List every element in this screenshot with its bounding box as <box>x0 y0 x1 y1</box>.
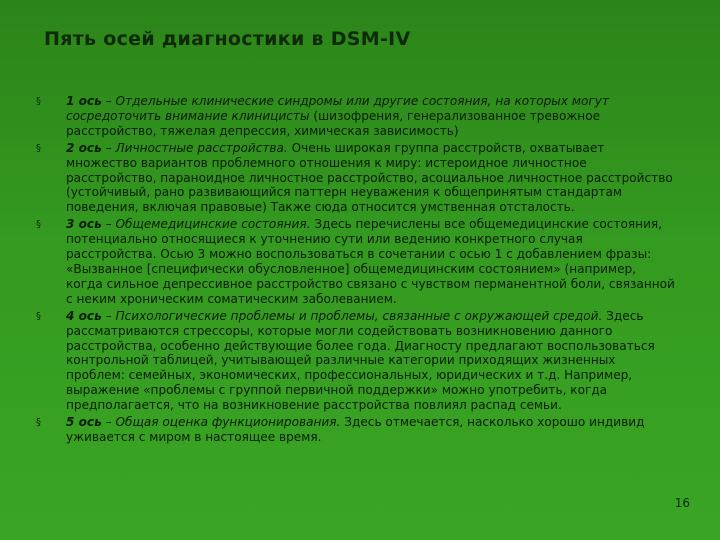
axis-dash: – <box>101 308 116 323</box>
axis-number: 1 ось <box>66 94 102 108</box>
bullet-icon: § <box>36 310 41 322</box>
axis-number: 2 ось <box>66 140 102 155</box>
list-item-axis-2 <box>36 141 676 216</box>
axis-dash: – <box>101 217 116 232</box>
axis-dash: – <box>101 415 116 430</box>
bullet-icon: § <box>36 417 41 429</box>
axis-number: 5 ось <box>66 415 102 430</box>
axis-dash: – <box>101 94 116 108</box>
axis-number: 4 ось <box>66 308 102 323</box>
axis-name: Общая оценка функционирования. <box>115 415 341 430</box>
bullet-icon: § <box>36 142 41 154</box>
slide-title: Пять осей диагностики в DSM-IV <box>44 28 411 50</box>
axis-description: Здесь перечислены все общемедицинские состояния, потенциально относящиеся к уточнению сути или ведению конкретного случая расстройства. Осью 3 можно воспользоваться в сочетании с осью 1 с добавлением фразы: «Вызванное [специфически обусловленное] общемедицинским состоянием» (например, когда сильное депрессивное расстройство связано с чувством перманентной боли, связанной с неким хроническим соматическим заболеванием. <box>66 217 675 306</box>
axis-description: (шизофрения, генерализованное тревожное расстройство, тяжелая депрессия, химическая зависимость) <box>66 108 601 138</box>
bullet-icon: § <box>36 219 41 231</box>
list-item-axis-1 <box>36 94 676 139</box>
axis-name: Отдельные клинические синдромы или другие состояния, на которых могут сосредоточить внимание клиницисты <box>66 94 609 123</box>
page-number: 16 <box>674 496 690 510</box>
list-item-axis-5 <box>36 415 676 445</box>
axis-number: 3 ось <box>66 217 102 232</box>
axis-description: Очень широкая группа расстройств, охватывает множество вариантов проблемного отношения к миру: истероидное личностное расстройство, параноидное личностное расстройство, асоциальное личностное расстройство (устойчивый, рано развивающийся паттерн неуважения к общепринятым стандартам поведения, включая правовые) Также сюда относится умственная отсталость. <box>66 140 673 215</box>
axes-list <box>36 94 676 447</box>
axis-name: Психологические проблемы и проблемы, связанные с окружающей средой. <box>115 308 603 323</box>
axis-name: Общемедицинские состояния. <box>115 217 311 232</box>
axis-description: Здесь отмечается, насколько хорошо индивид уживается с миром в настоящее время. <box>66 415 645 444</box>
axis-description: Здесь рассматриваются стрессоры, которые могли содействовать возникновению данного расстройства, особенно действующие более года. Диагносту предлагают воспользоваться контрольной таблицей, учитывающей различные категории приходящих жизненных проблем: семейных, экономических, профессиональных, юридических и т.д. Например, выражение «проблемы с группой первичной поддержки» можно употребить, когда предполагается, что на возникновение расстройства повлиял распад семьи. <box>66 308 655 413</box>
list-item-axis-4 <box>36 309 676 413</box>
bullet-icon: § <box>36 96 41 107</box>
list-item-axis-3 <box>36 217 676 306</box>
axis-name: Личностные расстройства. <box>115 140 288 155</box>
axis-dash: – <box>101 140 116 155</box>
